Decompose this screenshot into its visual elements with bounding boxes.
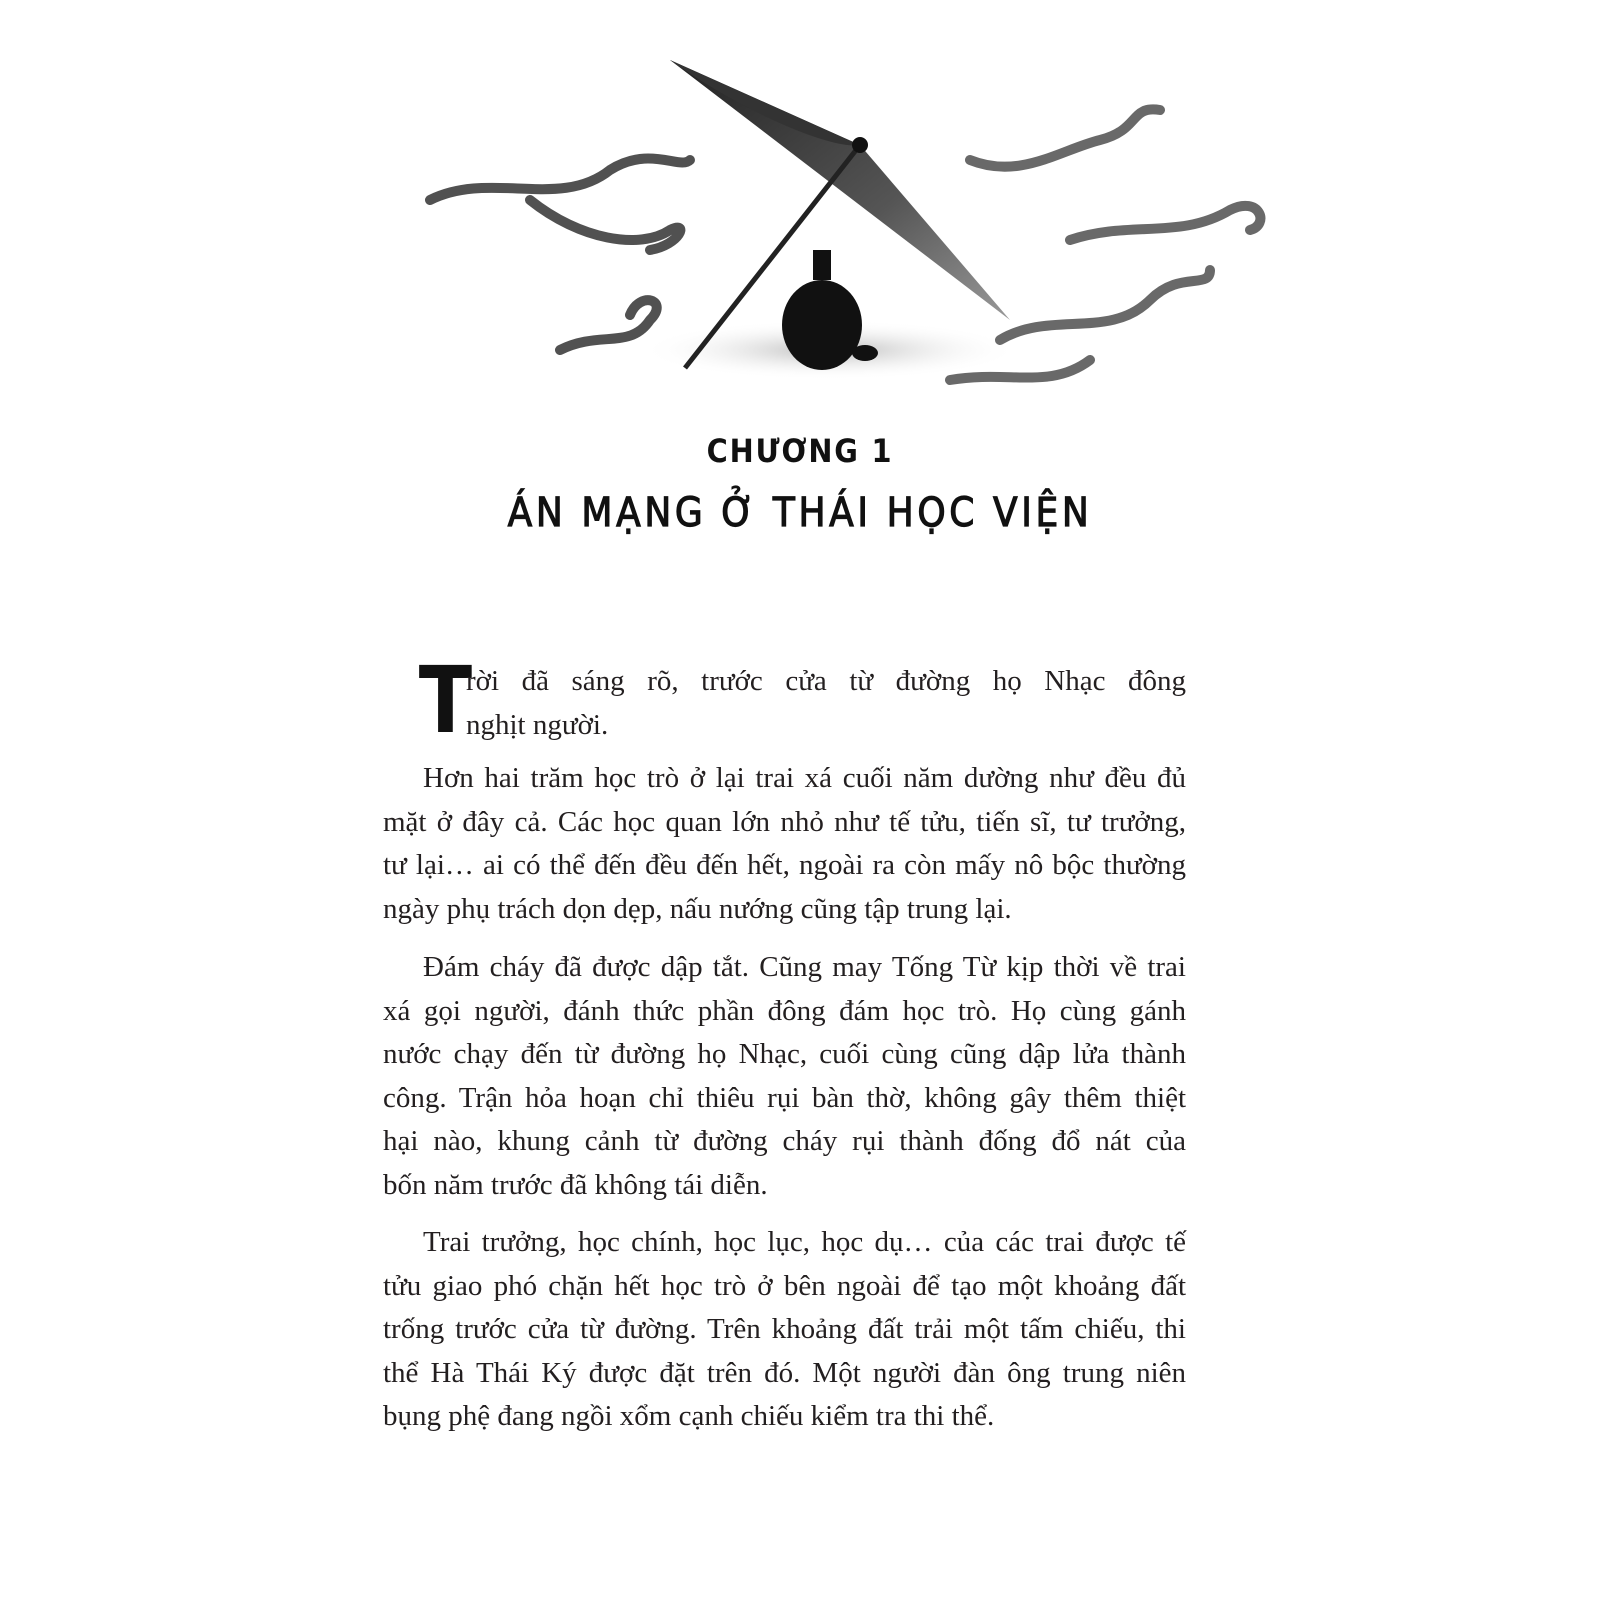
paragraph-4 [383, 1221, 1186, 1439]
text-line: ngày phụ trách dọn dẹp, nấu nướng cũng tập trung lại. [383, 892, 1012, 925]
chapter-number: CHƯƠNG 1 [706, 432, 894, 470]
chapter-illustration [410, 50, 1290, 420]
text-line: bụng phệ đang ngồi xổm cạnh chiếu kiểm tra thi thể. [383, 1400, 995, 1432]
wine-vase-icon [782, 250, 878, 370]
text-line: xá gọi người, đánh thức phần đông đám học trò. Họ cùng gánh [383, 994, 1186, 1027]
text-line: Trai trưởng, học chính, học lục, học dụ… của các trai được tế [423, 1226, 1186, 1258]
text-line: rời đã sáng rõ, trước cửa từ đường họ Nhạc đông [466, 665, 1186, 697]
text-line: mặt ở đây cả. Các học quan lớn nhỏ như tế tửu, tiến sĩ, tư trưởng, [383, 805, 1186, 838]
text-line: trống trước cửa từ đường. Trên khoảng đất trải một tấm chiếu, thi [383, 1313, 1186, 1345]
text-line: Hơn hai trăm học trò ở lại trai xá cuối năm dường như đều đủ [423, 762, 1186, 794]
text-line: nghịt người. [466, 708, 609, 741]
paragraph-3 [383, 946, 1186, 1207]
text-line: công. Trận hỏa hoạn chỉ thiêu rụi bàn thờ, không gây thêm thiệt [383, 1081, 1186, 1114]
chapter-title: ÁN MẠNG Ở THÁI HỌC VIỆN [507, 490, 1093, 536]
text-line: bốn năm trước đã không tái diễn. [383, 1168, 768, 1201]
text-line: tửu giao phó chặn hết học trò ở bên ngoài để tạo một khoảng đất [383, 1269, 1186, 1302]
paragraph-1 [466, 660, 1186, 747]
drop-cap: T [418, 647, 473, 754]
cloud-right-icon [950, 109, 1260, 380]
paragraph-2 [383, 757, 1186, 931]
text-line: nước chạy đến từ đường họ Nhạc, cuối cùng cũng dập lửa thành [383, 1038, 1186, 1070]
text-line: thể Hà Thái Ký được đặt trên đó. Một người đàn ông trung niên [383, 1356, 1186, 1389]
cloud-left-icon [430, 158, 690, 350]
text-line: hại nào, khung cảnh từ đường cháy rụi thành đống đổ nát của [383, 1125, 1186, 1157]
text-line: Đám cháy đã được dập tắt. Cũng may Tống Từ kịp thời về trai [423, 951, 1186, 983]
text-line: tư lại… ai có thể đến đều đến hết, ngoài ra còn mấy nô bộc thường [383, 849, 1186, 881]
